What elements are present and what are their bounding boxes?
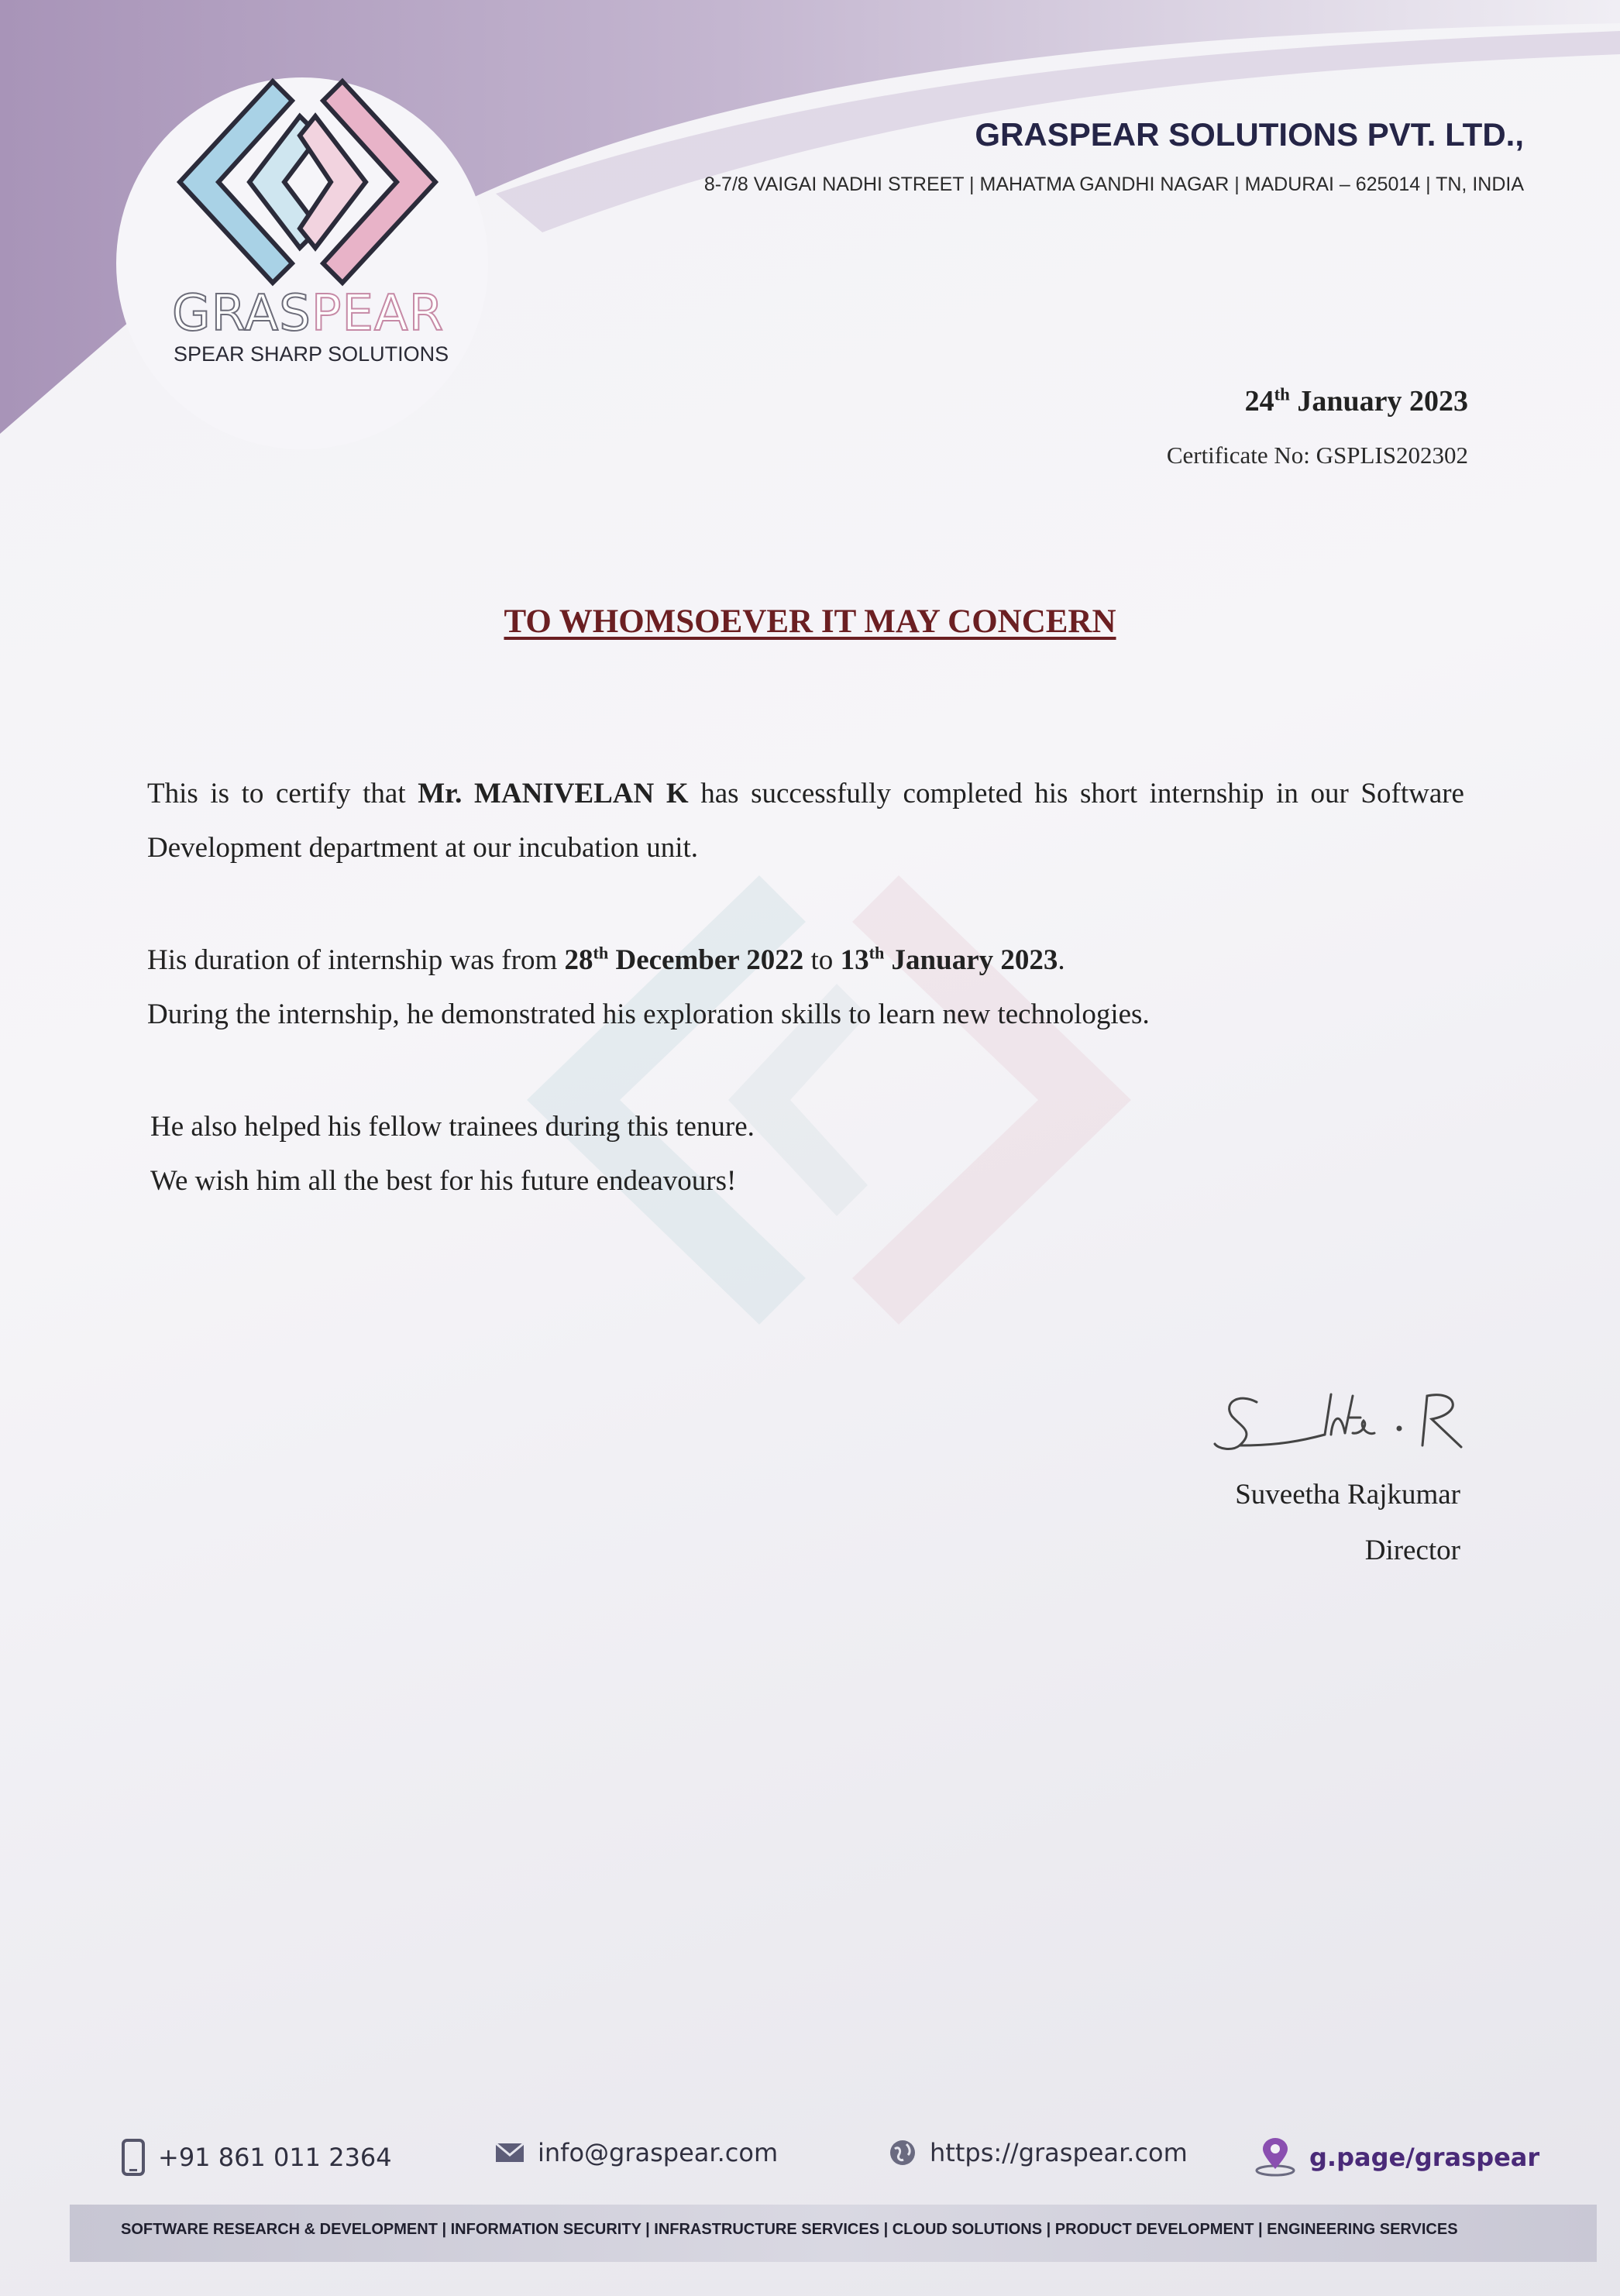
contact-email (494, 2138, 778, 2167)
graspear-logo-icon (164, 74, 451, 290)
signer-name: Suveetha Rajkumar (1235, 1479, 1460, 1511)
logo-tagline: SPEAR SHARP SOLUTIONS (174, 342, 449, 366)
email-address[interactable]: info@graspear.com (538, 2138, 779, 2167)
phone-number[interactable]: +91 861 011 2364 (158, 2143, 392, 2172)
phone-icon (121, 2138, 146, 2177)
paragraph-certification: This is to certify that Mr. MANIVELAN K has successfully completed his short internship in our Software Development department at our incubation unit. (147, 778, 1464, 864)
certificate-number: Certificate No: GSPLIS202302 (1166, 442, 1468, 469)
footer-services: SOFTWARE RESEARCH & DEVELOPMENT | INFORMATION SECURITY | INFRASTRUCTURE SERVICES | CLOUD SOLUTIONS | PRODUCT DEVELOPMENT | ENGINEERING SERVICES (121, 2221, 1458, 2238)
contact-website (888, 2138, 1188, 2167)
letter-title: TO WHOMSOEVER IT MAY CONCERN (504, 603, 1116, 640)
company-name: GRASPEAR SOLUTIONS PVT. LTD., (975, 116, 1524, 153)
logo-wordmark: GRASPEAR (172, 285, 445, 342)
company-address: 8-7/8 VAIGAI NADHI STREET | MAHATMA GANDHI NAGAR | MADURAI – 625014 | TN, INDIA (703, 174, 1524, 195)
contact-location (1254, 2138, 1539, 2177)
globe-icon (888, 2138, 917, 2167)
wishes-line: We wish him all the best for his future endeavours! (150, 1165, 737, 1197)
signer-role: Director (1364, 1535, 1460, 1566)
contact-phone (121, 2138, 392, 2177)
map-pin-icon (1254, 2138, 1297, 2177)
contact-bar (0, 2138, 1620, 2192)
mail-icon (494, 2141, 525, 2164)
handwritten-signature (1209, 1379, 1472, 1464)
letter-date: 24th January 2023 (1244, 384, 1468, 418)
location-link[interactable]: g.page/graspear (1309, 2143, 1540, 2172)
skills-line: During the internship, he demonstrated his exploration skills to learn new technologies. (147, 998, 1150, 1030)
paragraph-closing (150, 1100, 1467, 1208)
paragraph-duration (147, 933, 1464, 1042)
website-link[interactable]: https://graspear.com (930, 2138, 1188, 2167)
duration-line: His duration of internship was from 28th December 2022 to 13th January 2023. (147, 943, 1065, 976)
helped-line: He also helped his fellow trainees during this tenure. (150, 1111, 755, 1143)
